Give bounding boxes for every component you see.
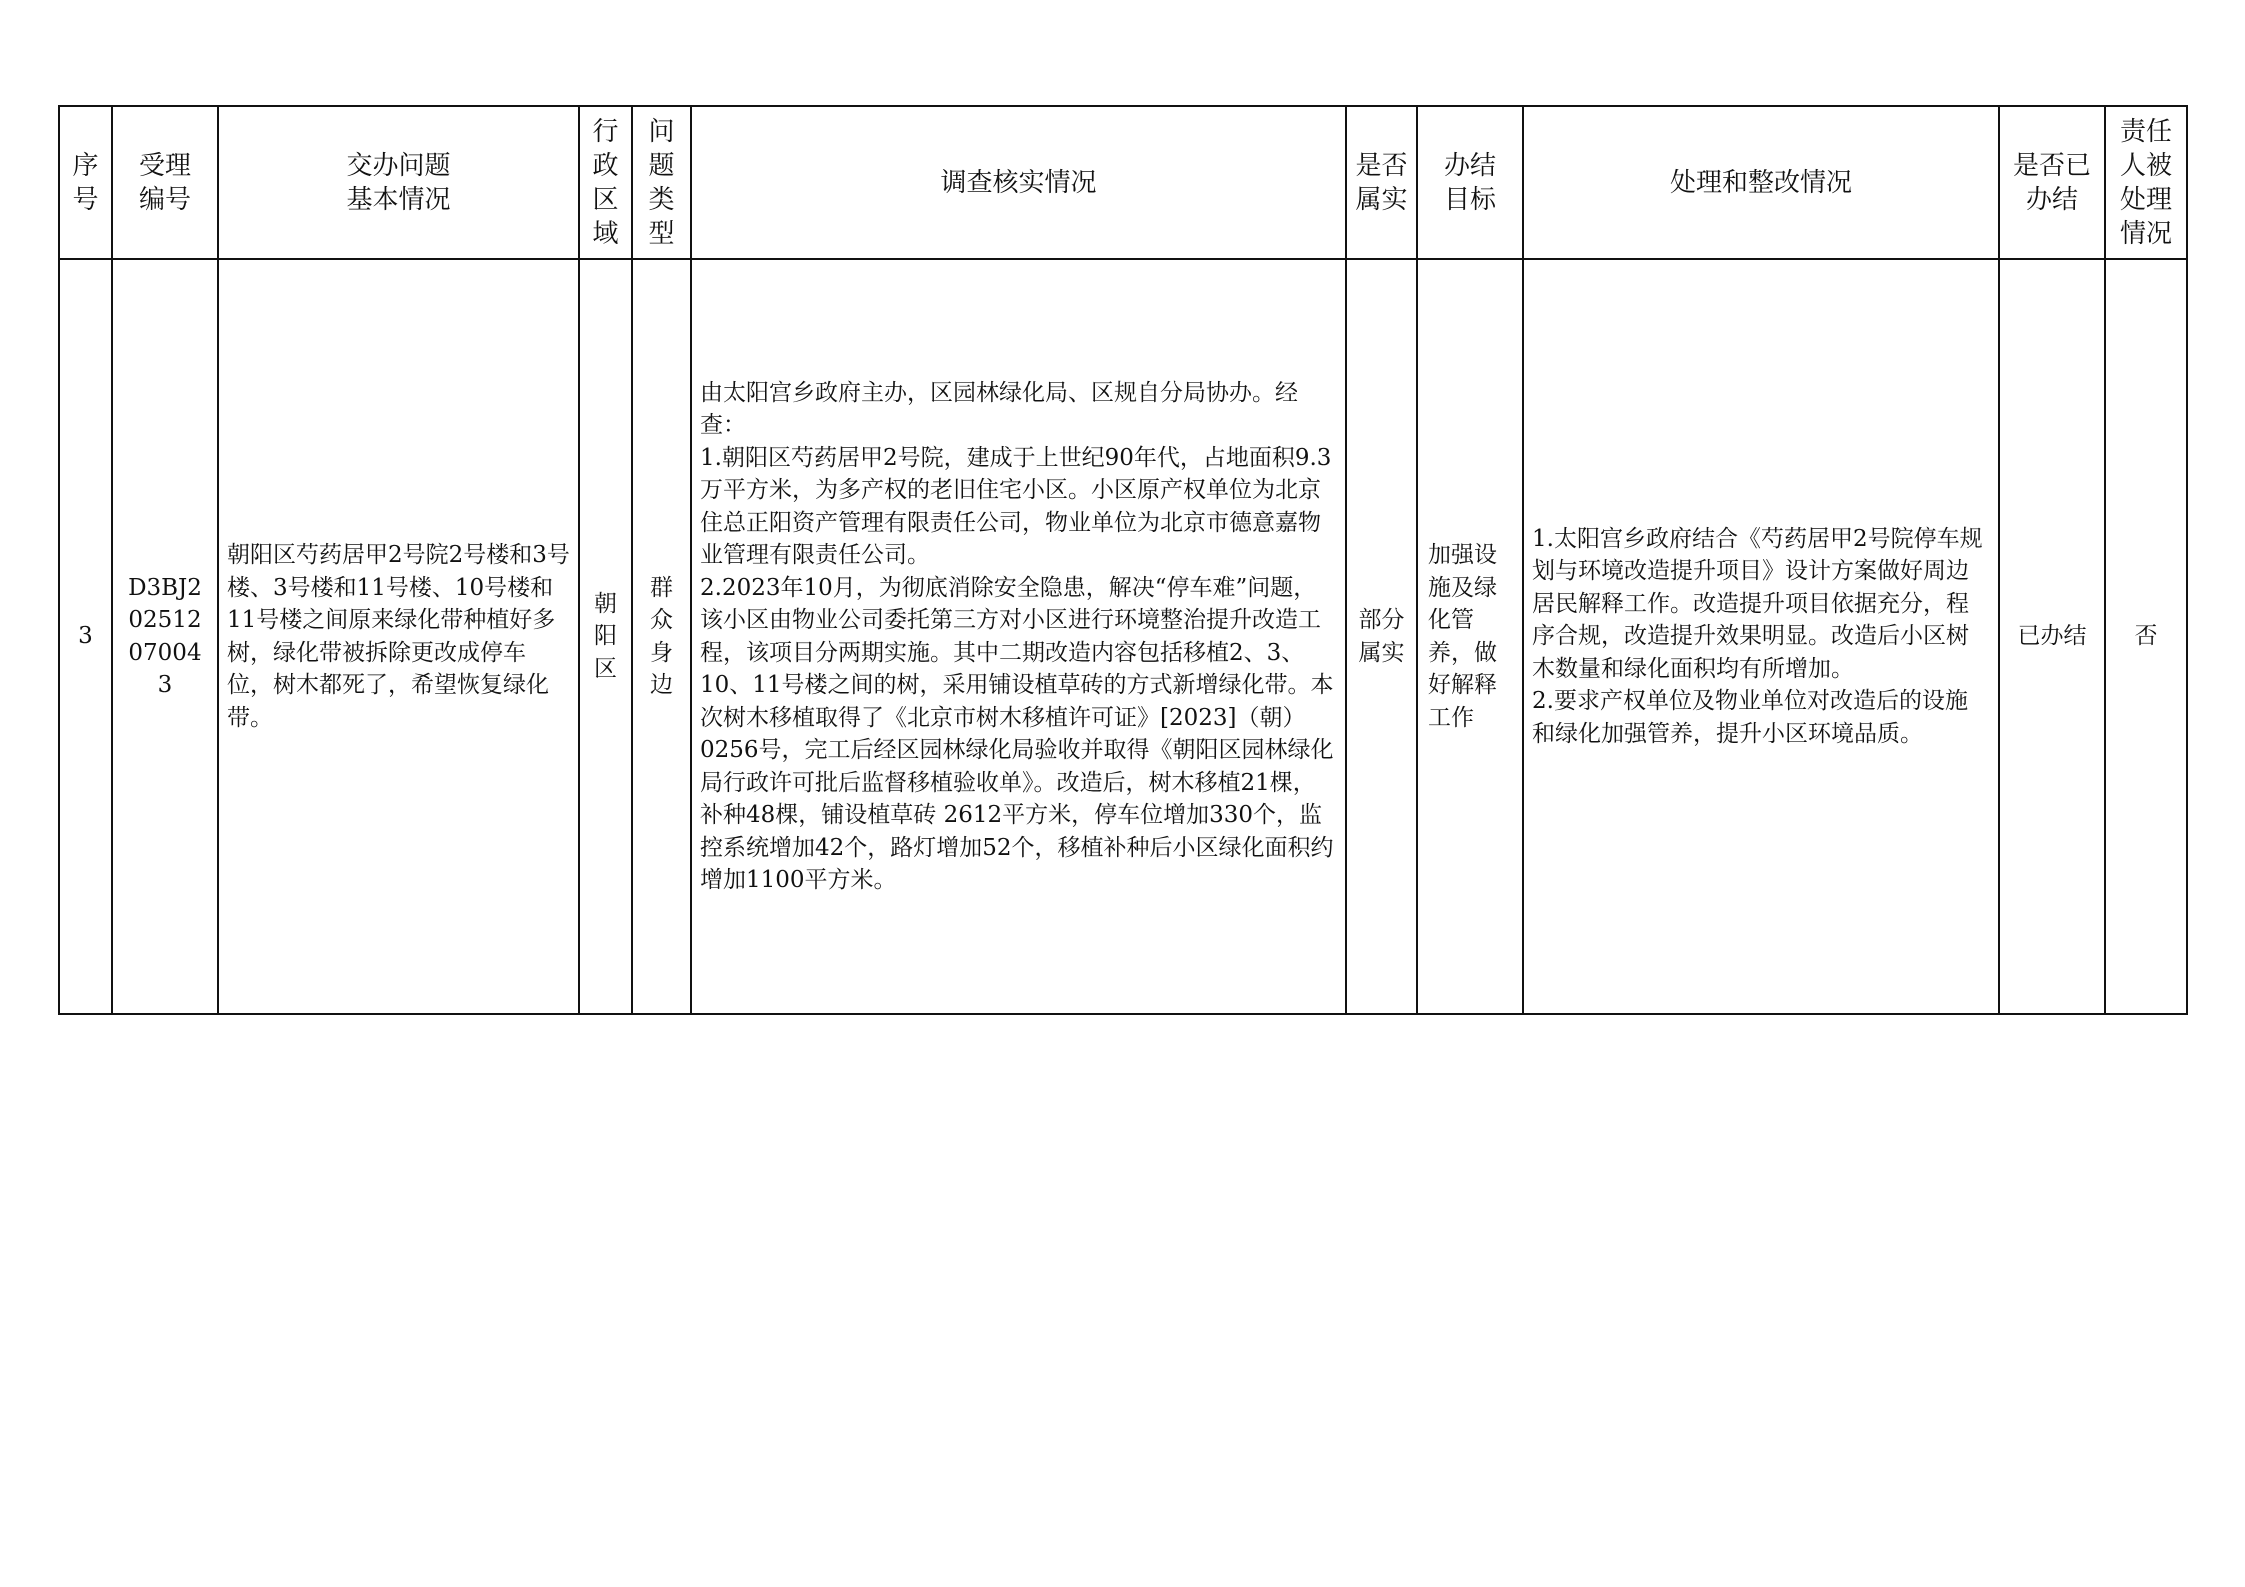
goal-text: 加强设施及绿化管养，做好解释工作 [1428, 542, 1497, 731]
header-handling: 处理和整改情况 [1523, 106, 1999, 259]
header-seq: 序 号 [59, 106, 112, 259]
issue-type-text: 群 众 身 边 [650, 574, 673, 698]
complaint-table [58, 105, 2188, 1015]
cell-investigation [691, 259, 1346, 1014]
header-verified: 是否 属实 [1346, 106, 1417, 259]
header-case-number: 受理 编号 [112, 106, 218, 259]
header-issue-type: 问 题 类 型 [632, 106, 691, 259]
header-issue-summary: 交办问题 基本情况 [218, 106, 579, 259]
closed-text: 已办结 [2017, 623, 2087, 650]
handling-text: 1.太阳宫乡政府结合《芍药居甲2号院停车规划与环境改造提升项目》设计方案做好周边居民解释工作。改造提升项目依据充分，程序合规，改造提升效果明显。改造后小区树木数量和绿化面积均有所增加。 2.要求产权单位及物业单位对改造后的设施和绿化加强管养，提升小区环境品质。 [1532, 525, 1983, 747]
header-district: 行 政 区 域 [579, 106, 632, 259]
cell-district [579, 259, 632, 1014]
verified-text: 部分 属实 [1358, 607, 1405, 666]
seq-text: 3 [78, 623, 93, 650]
accountability-text: 否 [2134, 623, 2158, 650]
issue-summary-text: 朝阳区芍药居甲2号院2号楼和3号楼、3号楼和11号楼、10号楼和11号楼之间原来绿化带种植好多树，绿化带被拆除更改成停车位，树木都死了，希望恢复绿化带。 [227, 542, 570, 731]
cell-goal [1417, 259, 1523, 1014]
case-number-text: D3BJ2 02512 07004 3 [128, 574, 202, 698]
cell-case-number [112, 259, 218, 1014]
cell-closed [1999, 259, 2105, 1014]
header-accountability: 责任 人被 处理 情况 [2105, 106, 2187, 259]
header-closed: 是否已 办结 [1999, 106, 2105, 259]
header-goal: 办结 目标 [1417, 106, 1523, 259]
cell-verified [1346, 259, 1417, 1014]
table-row [59, 259, 2187, 1014]
header-row [59, 106, 2187, 259]
header-investigation: 调查核实情况 [691, 106, 1346, 259]
cell-handling [1523, 259, 1999, 1014]
investigation-text: 由太阳宫乡政府主办，区园林绿化局、区规自分局协办。经查： 1.朝阳区芍药居甲2号院，建成于上世纪90年代，占地面积9.3万平方米，为多产权的老旧住宅小区。小区原产权单位为北京住总正阳资产管理有限责任公司，物业单位为北京市德意嘉物业管理有限责任公司。 2.2023年10月，为彻底消除安全隐患，解决“停车难”问题，该小区由物业公司委托第三方对小区进行环境整治提升改造工程，该项目分两期实施。其中二期改造内容包括移植2、3、10、11号楼之间的树，采用铺设植草砖的方式新增绿化带。本次树木移植取得了《北京市树木移植许可证》[2023]（朝）0256号，完工后经区园林绿化局验收并取得《朝阳区园林绿化局行政许可批后监督移植验收单》。改造后，树木移植21棵，补种48棵，铺设植草砖 2612平方米，停车位增加330个，监控系统增加42个，路灯增加52个，移植补种后小区绿化面积约增加1100平方米。 [700, 379, 1334, 893]
cell-seq [59, 259, 112, 1014]
cell-accountability [2105, 259, 2187, 1014]
cell-issue-type [632, 259, 691, 1014]
cell-issue-summary [218, 259, 579, 1014]
district-text: 朝 阳 区 [594, 590, 617, 682]
